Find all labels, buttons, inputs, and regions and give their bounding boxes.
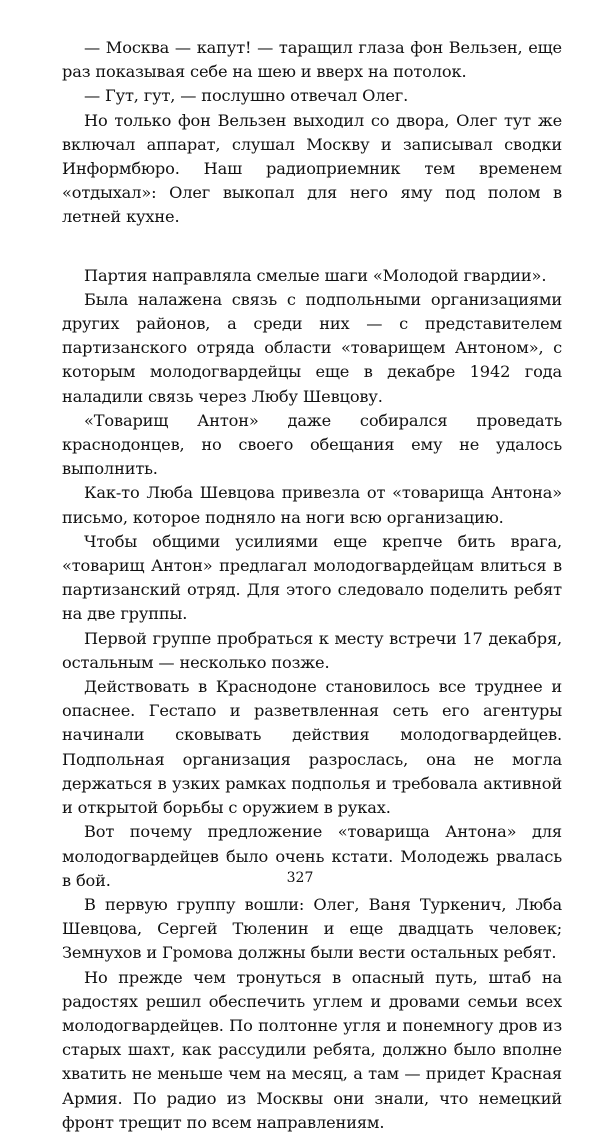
paragraph: «Товарищ Антон» даже собирался проведать краснодонцев, но своего обещания ему не удалось выполнить. — [62, 410, 562, 479]
section-gap — [62, 230, 562, 264]
paragraph: Вот почему предложение «товарища Антона» для молодогвардейцев было очень кстати. Молодежь рвалась в бой. — [62, 822, 562, 890]
page-body — [62, 36, 562, 1135]
paragraph: — Москва — капут! — таращил глаза фон Вельзен, еще раз показывая себе на шею и вверх на потолок. — [62, 38, 562, 82]
paragraph: Действовать в Краснодоне становилось все труднее и опаснее. Гестапо и разветвленная сеть его агентуры начинали сковывать действия молодогвардейцев. Подпольная организация разрослась, она не могла держаться в узких рамках подполья и требовала активной и открытой борьбы с оружием в руках. — [62, 677, 562, 818]
paragraph: Как-то Люба Шевцова привезла от «товарища Антона» письмо, которое подняло на ноги всю организацию. — [62, 483, 562, 527]
paragraph: — Гут, гут, — послушно отвечал Олег. — [84, 86, 409, 106]
paragraph: В первую группу вошли: Олег, Ваня Туркенич, Люба Шевцова, Сергей Тюленин и еще двадцать человек; Земнухов и Громова должны были вести остальных ребят. — [62, 894, 562, 963]
paragraph: Партия направляла смелые шаги «Молодой гвардии». — [84, 265, 547, 285]
paragraph: Первой группе пробраться к месту встречи 17 декабря, остальным — несколько позже. — [62, 628, 562, 672]
paragraph: Чтобы общими усилиями еще крепче бить врага, «товарищ Антон» предлагал молодогвардейцам влиться в партизанский отряд. Для этого следовало поделить ребят на две группы. — [62, 531, 562, 624]
paragraph: Но только фон Вельзен выходил со двора, Олег тут же включал аппарат, слушал Москву и записывал сводки Информбюро. Наш радиоприемник тем временем «отдыхал»: Олег выкопал для него яму под полом в летней кухне. — [62, 110, 562, 227]
paragraph: Но прежде чем тронуться в опасный путь, штаб на радостях решил обеспечить углем и дровами семьи всех молодогвардейцев. По полтонне угля и понемногу дров из старых шахт, как рассудили ребята, должно было вполне хватить не меньше чем на месяц, а там — придет Красная Армия. По радио из Москвы они знали, что немецкий фронт трещит по всем направлениям. — [62, 967, 562, 1132]
paragraph: Была налажена связь с подпольными организациями других районов, а среди них — с представителем партизанского отряда области «товарищем Антоном», с которым молодогвардейцы еще в декабре 1942 года наладили связь через Любу Шевцову. — [62, 289, 562, 406]
page-number: 327 — [286, 870, 314, 886]
